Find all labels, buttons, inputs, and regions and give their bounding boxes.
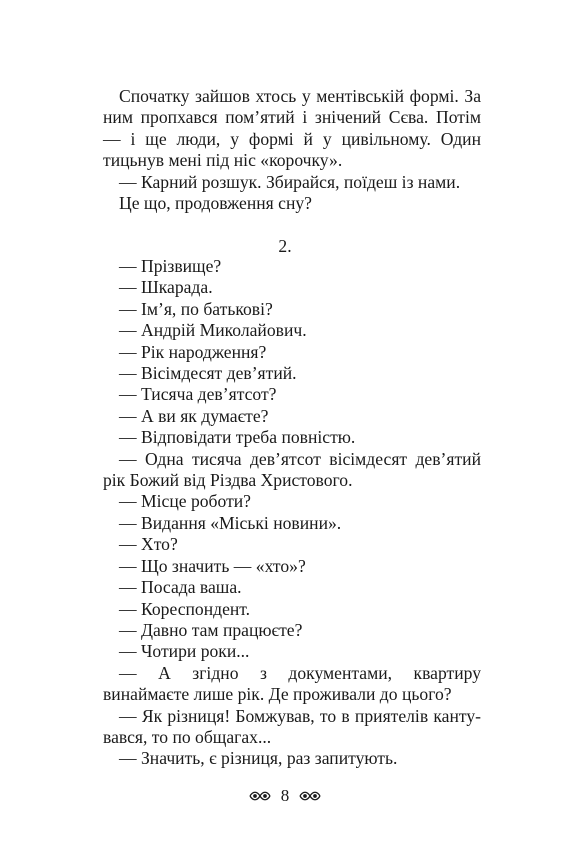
paragraph: — Карний розшук. Збирайся, поїдеш із нами. bbox=[119, 171, 461, 192]
dialogue-line: — Місце роботи? bbox=[119, 491, 251, 512]
dialogue-line: — Хто? bbox=[119, 534, 178, 555]
page-footer bbox=[0, 786, 570, 806]
dialogue-line: — А ви як думаєте? bbox=[119, 405, 269, 426]
dialogue-line: — Кореспондент. bbox=[119, 598, 251, 619]
dialogue-line: — Андрій Миколайович. bbox=[119, 320, 307, 341]
dialogue-line: — Тисяча дев’ятсот? bbox=[119, 384, 277, 405]
dialogue-line: — Вісімдесят дев’ятий. bbox=[119, 363, 297, 384]
dialogue-line: — Давно там працюєте? bbox=[119, 619, 303, 640]
knot-ornament-icon bbox=[298, 790, 322, 802]
dialogue-line: — Шкарада. bbox=[119, 277, 213, 298]
dialogue-line: — Значить, є різниця, раз запитують. bbox=[119, 748, 398, 769]
dialogue-line: — Рік народження? bbox=[119, 341, 267, 362]
intro-text bbox=[103, 86, 481, 214]
dialogue-line: — А згідно з документами, квартиру винаймаєте лише рік. Де проживали до цього? bbox=[103, 662, 481, 705]
dialogue-line: — Чотири роки... bbox=[119, 641, 250, 662]
dialogue-text bbox=[103, 256, 481, 770]
dialogue-line: — Одна тисяча дев’ятсот вісімдесят дев’ятий рік Божий від Різдва Христового. bbox=[103, 448, 481, 491]
dialogue-line: — Видання «Міські новини». bbox=[119, 512, 342, 533]
dialogue-line: — Посада ваша. bbox=[119, 577, 242, 598]
page-number: 8 bbox=[280, 786, 290, 805]
dialogue-line: — Відповідати треба повністю. bbox=[119, 427, 356, 448]
dialogue-line: — Як різниця! Бомжував, то в приятелів кантувався, то по общагах... bbox=[103, 705, 481, 747]
dialogue-line: — Ім’я, по батькові? bbox=[119, 298, 273, 319]
paragraph: Спочатку зайшов хтось у ментівській формі. За ним пропхався пом’ятий і знічений Сєва. Потім — і ще люди, у формі й у цивільному. Один тицьнув мені під ніс «корочку». bbox=[103, 86, 481, 171]
dialogue-line: — Прізвище? bbox=[119, 256, 222, 276]
dialogue-line: — Що значить — «хто»? bbox=[119, 555, 306, 576]
chapter-number: 2. bbox=[278, 236, 292, 256]
knot-ornament-icon bbox=[248, 790, 272, 802]
paragraph: Це що, продовження сну? bbox=[119, 193, 312, 214]
